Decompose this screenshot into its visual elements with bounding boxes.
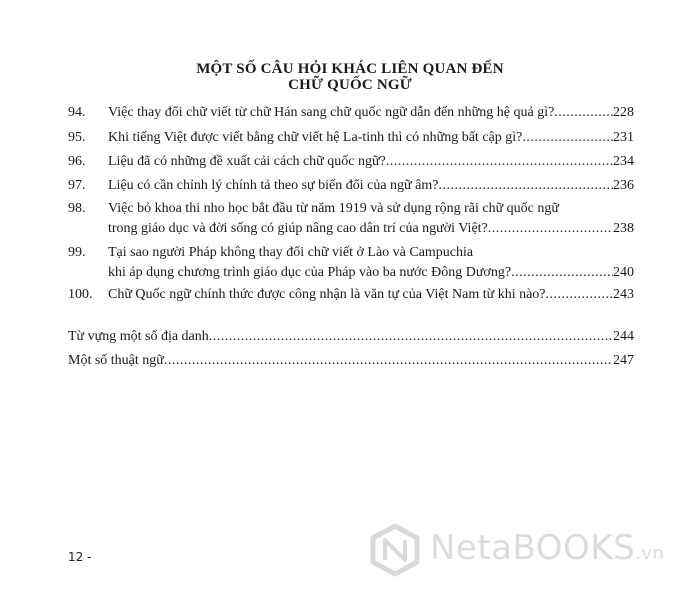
entry-page: 240 — [613, 265, 634, 280]
entry-title-line-2: trong giáo dục và đời sống có giúp nâng cao dân trí của người Việt? — [108, 221, 488, 236]
leader-dots — [438, 176, 613, 195]
entry-page: 228 — [613, 105, 634, 120]
toc-entry-terminology — [0, 351, 700, 371]
entry-page: 243 — [613, 287, 634, 302]
entry-title: Một số thuật ngữ — [68, 353, 164, 368]
entry-page: 244 — [613, 329, 634, 344]
leader-dots — [164, 351, 613, 370]
page-number: 12 - — [68, 550, 92, 564]
entry-title: Việc thay đổi chữ viết từ chữ Hán sang chữ quốc ngữ dẫn đến những hệ quả gì? — [108, 105, 555, 120]
entry-title: Từ vựng một số địa danh — [68, 329, 209, 344]
leader-dots — [511, 263, 613, 282]
toc-entry-97 — [0, 176, 700, 196]
entry-number: 99. — [68, 245, 86, 260]
section-heading-line-1: MỘT SỐ CÂU HỎI KHÁC LIÊN QUAN ĐẾN — [196, 61, 504, 77]
toc-entry-100 — [0, 285, 700, 305]
toc-entry-96 — [0, 152, 700, 172]
entry-page: 236 — [613, 178, 634, 193]
leader-dots — [546, 285, 613, 304]
toc-entry-94 — [0, 103, 700, 123]
entry-page: 238 — [613, 221, 634, 236]
entry-title-line-1: Việc bỏ khoa thi nho học bắt đầu từ năm 1919 và sử dụng rộng rãi chữ quốc ngữ — [108, 201, 559, 216]
leader-dots — [554, 103, 613, 122]
leader-dots — [488, 219, 613, 238]
entry-page: 231 — [613, 130, 634, 145]
leader-dots — [522, 128, 613, 147]
entry-number: 100. — [68, 287, 93, 302]
entry-number: 96. — [68, 154, 86, 169]
leader-dots — [209, 327, 613, 346]
entry-title-line-2: khi áp dụng chương trình giáo dục của Pháp vào ba nước Đông Dương? — [108, 265, 512, 280]
entry-page: 247 — [613, 353, 634, 368]
watermark-brand-suffix: .vn — [635, 543, 665, 564]
leader-dots — [386, 152, 613, 171]
watermark-brand-name: NetaBOOKS — [430, 528, 636, 568]
toc-entry-place-names — [0, 327, 700, 347]
entry-number: 94. — [68, 105, 86, 120]
section-heading-line-2: CHỮ QUỐC NGỮ — [288, 77, 412, 93]
toc-entry-98 — [0, 199, 700, 241]
entry-title: Khi tiếng Việt được viết bằng chữ viết hệ La-tinh thì có những bất cập gì? — [108, 130, 523, 145]
entry-title: Liệu đã có những đề xuất cải cách chữ quốc ngữ? — [108, 154, 386, 169]
entry-number: 95. — [68, 130, 86, 145]
entry-number: 98. — [68, 201, 86, 216]
entry-title: Liệu có cần chỉnh lý chính tả theo sự biến đổi của ngữ âm? — [108, 178, 439, 193]
watermark-brand — [430, 528, 664, 568]
entry-number: 97. — [68, 178, 86, 193]
entry-title: Chữ Quốc ngữ chính thức được công nhận là văn tự của Việt Nam từ khi nào? — [108, 287, 546, 302]
toc-entry-99 — [0, 243, 700, 285]
entry-title-line-1: Tại sao người Pháp không thay đổi chữ viết ở Lào và Campuchia — [108, 245, 474, 260]
entry-page: 234 — [613, 154, 634, 169]
toc-entry-95 — [0, 128, 700, 148]
